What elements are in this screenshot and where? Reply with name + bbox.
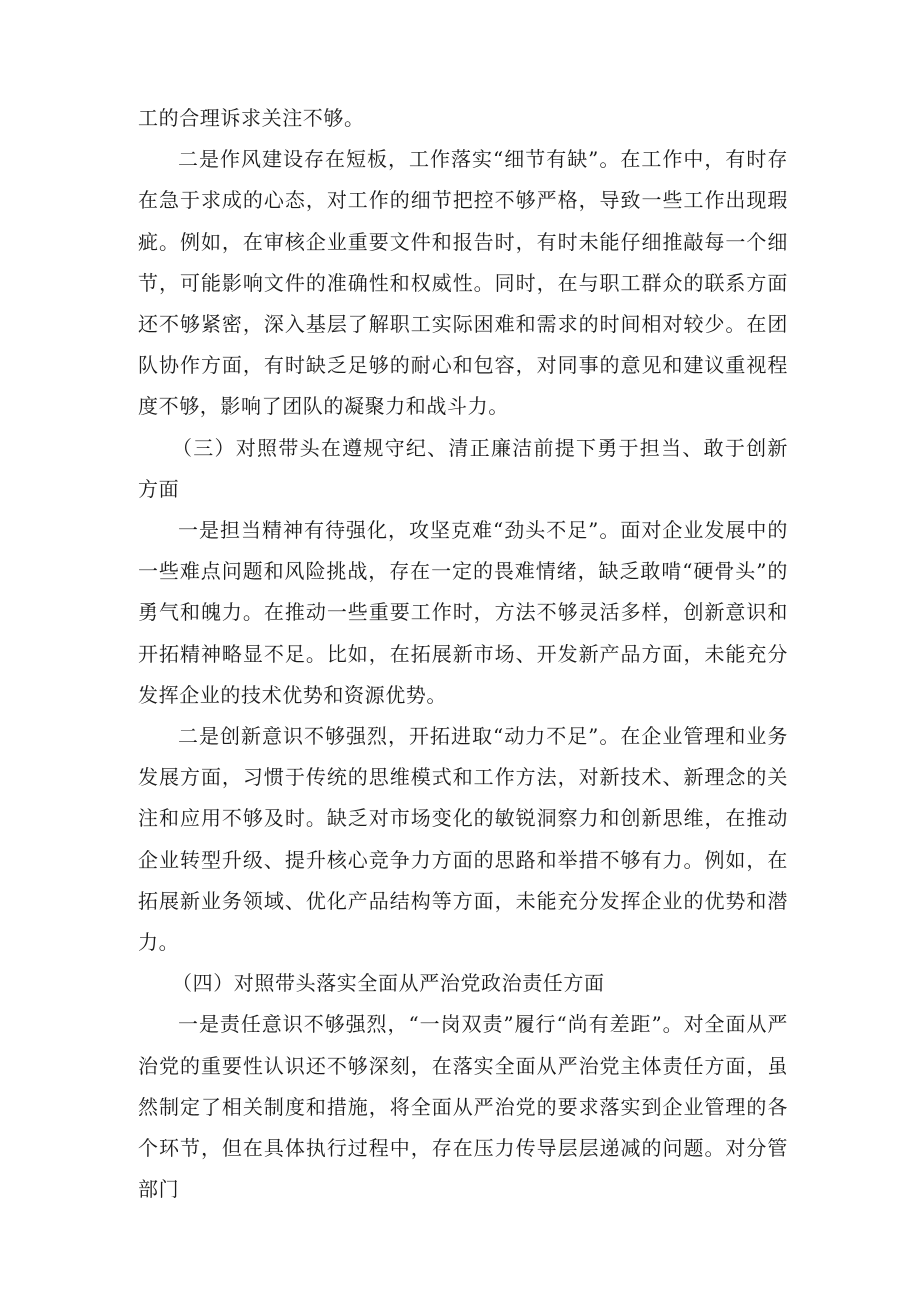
paragraph-party-duty: 一是责任意识不够强烈，“一岗双责”履行“尚有差距”。对全面从严治党的重要性认识还不够深刻，在落实全面从严治党主体责任方面，虽然制定了相关制度和措施，将全面从严治党的要求落实到企业管理的各个环节，但在具体执行过程中，存在压力传导层层递减的问题。对分管部门 (138, 1012, 788, 1202)
paragraph-continuation: 工的合理诉求关注不够。 (138, 106, 365, 130)
paragraph-innovation: 二是创新意识不够强烈，开拓进取“动力不足”。在企业管理和业务发展方面，习惯于传统的思维模式和工作方法，对新技术、新理念的关注和应用不够及时。缺乏对市场变化的敏锐洞察力和创新思维，在推动企业转型升级、提升核心竞争力方面的思路和举措不够有力。例如，在拓展新业务领域、优化产品结构等方面，未能充分发挥企业的优势和潜力。 (138, 724, 788, 955)
document-page (138, 98, 788, 1210)
paragraph-responsibility: 一是担当精神有待强化，攻坚克难“劲头不足”。面对企业发展中的一些难点问题和风险挑战，存在一定的畏难情绪，缺乏敢啃“硬骨头”的勇气和魄力。在推动一些重要工作时，方法不够灵活多样，创新意识和开拓精神略显不足。比如，在拓展新市场、开发新产品方面，未能充分发挥企业的技术优势和资源优势。 (138, 518, 788, 707)
paragraph-work-style: 二是作风建设存在短板，工作落实“细节有缺”。在工作中，有时存在急于求成的心态，对工作的细节把控不够严格，导致一些工作出现瑕疵。例如，在审核企业重要文件和报告时，有时未能仔细推敲每一个细节，可能影响文件的准确性和权威性。同时，在与职工群众的联系方面还不够紧密，深入基层了解职工实际困难和需求的时间相对较少。在团队协作方面，有时缺乏足够的耐心和包容，对同事的意见和建议重视程度不够，影响了团队的凝聚力和战斗力。 (138, 147, 788, 419)
section-heading-4: （四）对照带头落实全面从严治党政治责任方面 (172, 971, 605, 996)
section-heading-3: （三）对照带头在遵规守纪、清正廉洁前提下勇于担当、敢于创新方面 (138, 435, 788, 501)
